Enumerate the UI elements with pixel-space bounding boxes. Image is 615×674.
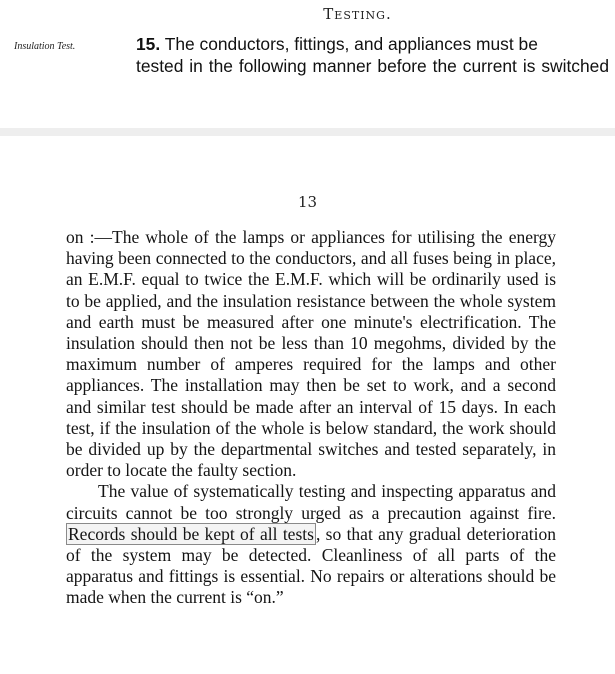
clause-number: 15. [136,34,161,54]
clause-line-2: tested in the following manner before the current is switched [136,56,609,76]
previous-page-fragment [0,0,615,128]
paragraph-1: on :—The whole of the lamps or appliances for utilising the energy having been connected to the conductors, and all fuses being in place, an E.M.F. equal to twice the E.M.F. which will be ordinarily used is to be applied, and the insulation resistance between the whole system and earth must be measured after one minute's electrification. The insulation should then not be less than 10 megohms, divided by the maximum number of amperes required for the lamps and other appliances. The installation may then be set to work, and a second and similar test should be made after an interval of 15 days. In each test, if the insulation of the whole is below standard, the work should be divided up by the departmental switches and tested separately, in order to locate the faulty section. [66,227,556,481]
paragraph-2 [66,481,556,608]
paragraph-2-end: , so that any gradual deterioration of the system may be detected. Cleanliness of all parts of the apparatus and fittings is essential. No repairs or alterations should be made when the current is “on.” [66,523,556,608]
page-number: 13 [297,193,318,211]
page-divider [0,128,615,136]
clause-text [111,33,609,77]
clause-line-1 [111,33,609,55]
page-body [66,227,556,609]
highlighted-text[interactable]: Records should be kept of all tests [68,523,314,544]
section-heading: Testing. [323,5,392,23]
clause-line-1-text: The conductors, fittings, and appliances must be [164,34,538,54]
paragraph-2-start: The value of systematically testing and inspecting apparatus and circuits cannot be too strongly urged as a precaution against fire. [66,481,556,523]
margin-note: Insulation Test. [14,41,76,52]
